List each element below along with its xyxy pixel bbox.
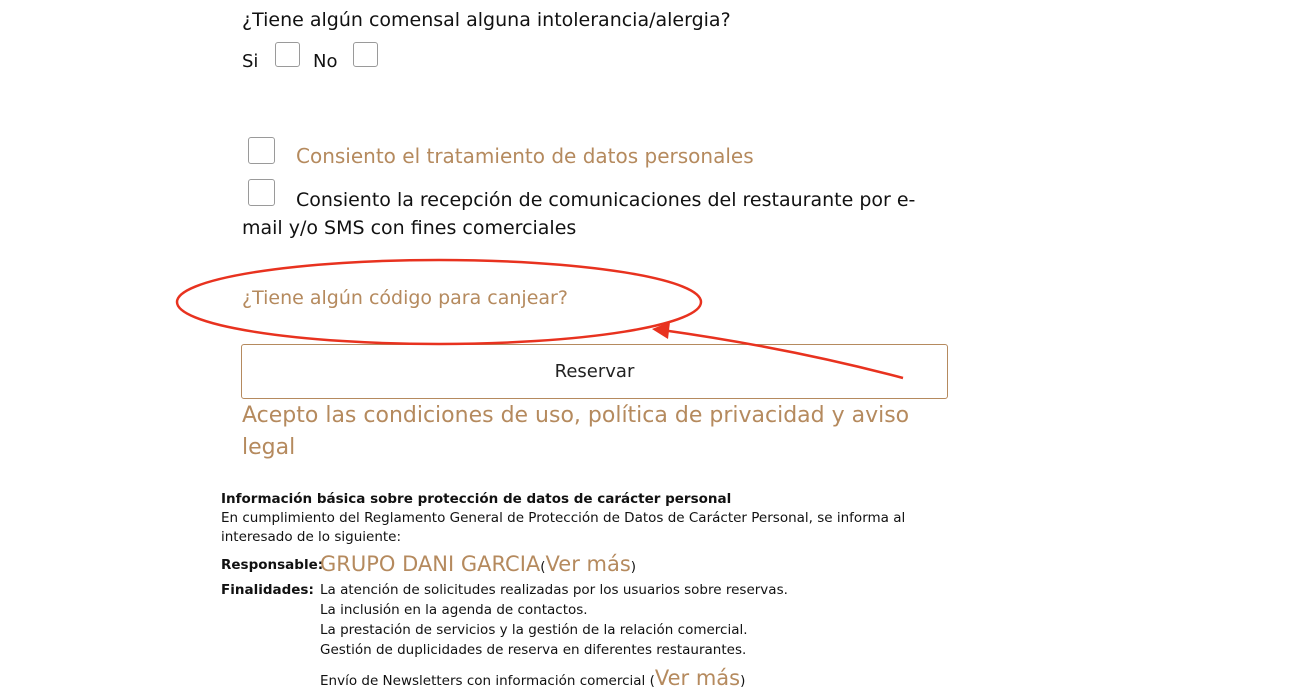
responsible-see-more-link[interactable]: Ver más [545,552,631,576]
responsible-label: Responsable: [221,557,324,573]
purpose-item: Gestión de duplicidades de reserva en diferentes restaurantes. [320,642,747,658]
purpose-item: La prestación de servicios y la gestión de la relación comercial. [320,622,748,638]
allergy-no-checkbox[interactable] [353,42,378,67]
purpose-item-newsletter: Envío de Newsletters con información comercial (Ver más) [320,666,746,690]
allergy-no-label: No [313,51,338,72]
data-processing-consent-label: Consiento el tratamiento de datos personales [296,144,754,168]
communications-consent-label: Consiento la recepción de comunicaciones del restaurante por e-mail y/o SMS con fines comerciales [242,189,916,239]
data-processing-checkbox[interactable] [248,137,275,164]
purposes-label: Finalidades: [221,582,314,598]
privacy-info [221,490,951,547]
purpose-item: La atención de solicitudes realizadas por los usuarios sobre reservas. [320,582,788,598]
reserve-button[interactable]: Reservar [241,344,948,399]
allergy-yes-checkbox[interactable] [275,42,300,67]
allergy-question: ¿Tiene algún comensal alguna intolerancia/alergia? [242,9,731,31]
terms-link[interactable]: Acepto las condiciones de uso, política de privacidad y aviso legal [242,403,910,460]
promo-code-link[interactable]: ¿Tiene algún código para canjear? [242,287,568,309]
purpose-item: La inclusión en la agenda de contactos. [320,602,588,618]
purposes-list [320,580,788,691]
annotation-arrow-head [652,322,670,339]
newsletter-see-more-link[interactable]: Ver más [654,666,741,690]
privacy-heading: Información básica sobre protección de datos de carácter personal [221,491,732,507]
allergy-yes-label: Si [242,51,259,72]
responsible-name-link[interactable]: GRUPO DANI GARCIA [320,552,541,576]
privacy-intro: En cumplimiento del Reglamento General de Protección de Datos de Carácter Personal, se informa al interesado de lo siguiente: [221,510,906,545]
